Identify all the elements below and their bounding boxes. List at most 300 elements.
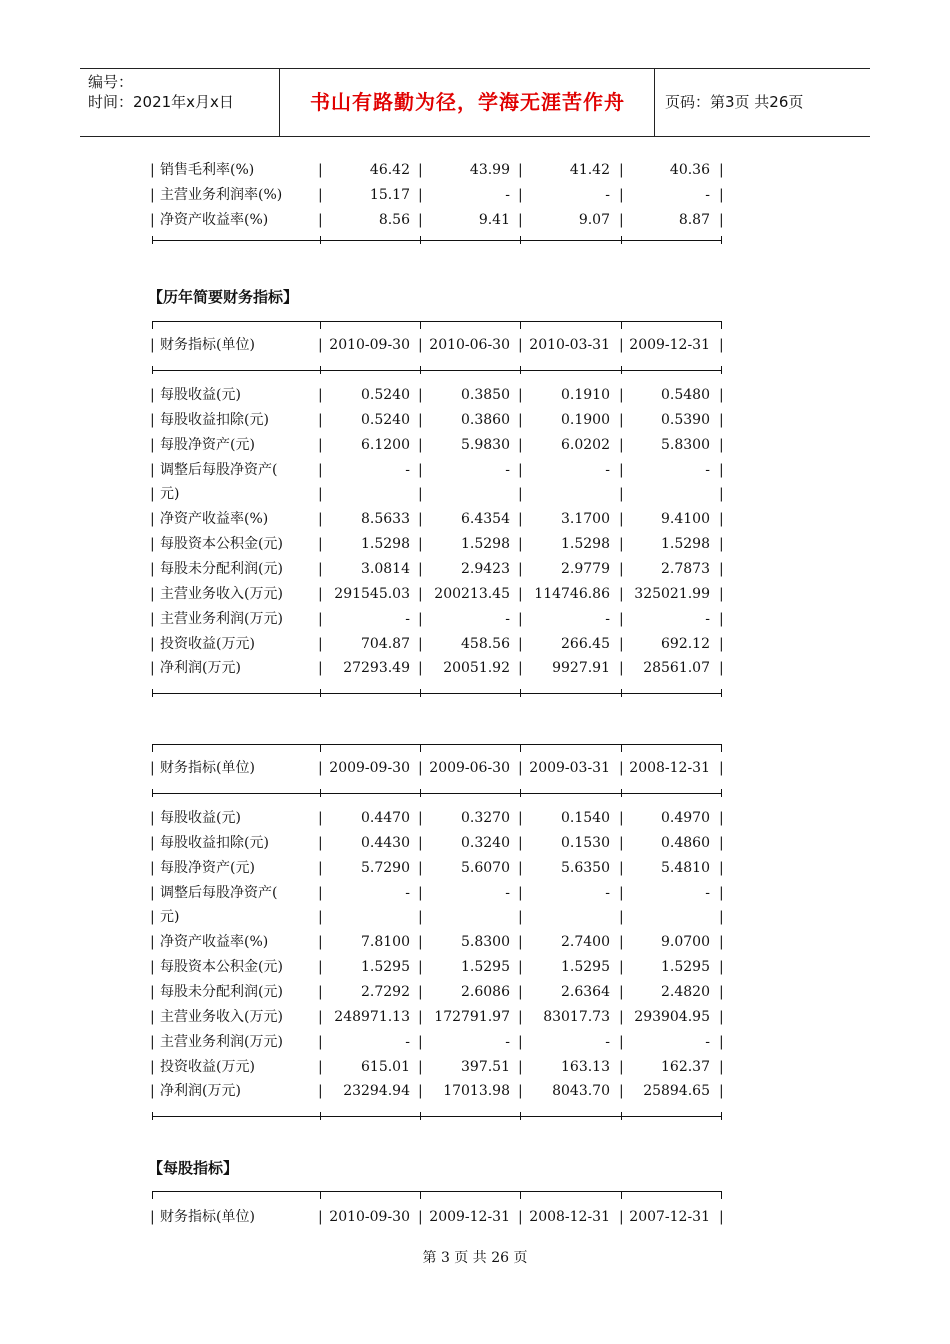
header-cell-indicator: 财务指标(单位)	[160, 760, 255, 776]
column-divider: |	[619, 337, 624, 353]
table-row	[148, 980, 728, 1005]
table-header-row	[148, 756, 728, 781]
value-cell: 27293.49	[343, 660, 410, 677]
table-rule-tick	[152, 1191, 153, 1199]
table-rule-tick	[320, 744, 321, 752]
table-rule-tick	[621, 789, 622, 797]
value-cell: -	[605, 461, 610, 478]
column-divider: |	[619, 810, 624, 826]
column-divider: |	[150, 1083, 155, 1100]
table-row	[148, 806, 728, 831]
value-cell: 0.1540	[561, 810, 610, 826]
value-cell: 0.4860	[661, 834, 710, 851]
column-divider: |	[619, 1033, 624, 1050]
value-cell: 2.7873	[661, 560, 710, 577]
value-cell: 9.41	[478, 212, 510, 228]
column-divider: |	[719, 1033, 724, 1050]
column-divider: |	[719, 486, 724, 503]
column-divider: |	[518, 486, 523, 503]
row-label: 主营业务收入(万元)	[160, 585, 283, 602]
row-label: 每股收益(元)	[160, 810, 241, 826]
column-divider: |	[318, 461, 323, 478]
column-divider: |	[719, 859, 724, 876]
table-row	[148, 632, 728, 657]
row-label: 每股未分配利润(元)	[160, 560, 283, 577]
column-divider: |	[518, 337, 523, 353]
column-divider: |	[150, 760, 155, 776]
value-cell: 41.42	[569, 162, 610, 178]
header-page-number: 页码：第3页 共26页	[665, 93, 804, 111]
header-cell-date: 2010-09-30	[329, 337, 410, 353]
column-divider: |	[418, 187, 423, 203]
value-cell: 1.5295	[561, 959, 610, 976]
table-mid-rule	[152, 370, 722, 371]
column-divider: |	[619, 212, 624, 228]
row-label: 净资产收益率(%)	[160, 212, 269, 228]
column-divider: |	[418, 387, 423, 403]
column-divider: |	[719, 660, 724, 677]
value-cell: 5.8300	[461, 934, 510, 951]
section-title-per-share-indicators: 【每股指标】	[148, 1159, 239, 1177]
column-divider: |	[318, 884, 323, 901]
column-divider: |	[719, 959, 724, 976]
column-divider: |	[719, 1209, 724, 1225]
value-cell: 1.5295	[361, 959, 410, 976]
row-label: 投资收益(万元)	[160, 635, 255, 652]
column-divider: |	[619, 909, 624, 926]
row-label: 每股净资产(元)	[160, 859, 255, 876]
table-rule-tick	[621, 321, 622, 329]
column-divider: |	[518, 810, 523, 826]
row-label: 销售毛利率(%)	[160, 162, 255, 178]
column-divider: |	[318, 1033, 323, 1050]
column-divider: |	[150, 934, 155, 951]
table-rule-tick	[152, 321, 153, 329]
value-cell	[320, 905, 420, 930]
column-divider: |	[318, 411, 323, 428]
header-cell-date: 2010-06-30	[429, 337, 510, 353]
value-cell: 5.7290	[361, 859, 410, 876]
value-cell: 0.5240	[361, 387, 410, 403]
section-title-historical-indicators: 【历年简要财务指标】	[148, 288, 299, 306]
value-cell: 325021.99	[634, 585, 710, 602]
column-divider: |	[719, 461, 724, 478]
column-divider: |	[150, 387, 155, 403]
value-cell: 397.51	[461, 1058, 510, 1075]
column-divider: |	[518, 934, 523, 951]
header-cell-indicator: 财务指标(单位)	[160, 1209, 255, 1225]
column-divider: |	[150, 162, 155, 178]
column-divider: |	[150, 461, 155, 478]
row-label: 元)	[160, 486, 180, 503]
value-cell: -	[405, 610, 410, 627]
column-divider: |	[719, 884, 724, 901]
table-row	[148, 582, 728, 607]
value-cell: 1.5298	[661, 536, 710, 553]
column-divider: |	[150, 959, 155, 976]
value-cell: 2.7400	[561, 934, 610, 951]
value-cell	[420, 905, 520, 930]
table-rule-tick	[320, 236, 321, 244]
value-cell: 5.4810	[661, 859, 710, 876]
value-cell: 6.4354	[461, 511, 510, 528]
value-cell: 0.5390	[661, 411, 710, 428]
column-divider: |	[150, 1209, 155, 1225]
value-cell: 0.3270	[461, 810, 510, 826]
table-rule-tick	[152, 1112, 153, 1120]
value-cell: -	[505, 461, 510, 478]
table-row	[148, 507, 728, 532]
value-cell: -	[705, 461, 710, 478]
row-label: 净利润(万元)	[160, 660, 241, 677]
column-divider: |	[318, 760, 323, 776]
column-divider: |	[418, 635, 423, 652]
row-label: 主营业务利润(万元)	[160, 610, 283, 627]
value-cell: 2.9423	[461, 560, 510, 577]
column-divider: |	[418, 1058, 423, 1075]
value-cell: 2.6086	[461, 983, 510, 1000]
column-divider: |	[418, 810, 423, 826]
column-divider: |	[619, 859, 624, 876]
value-cell	[520, 482, 620, 507]
table-rule-tick	[621, 689, 622, 697]
column-divider: |	[418, 461, 423, 478]
value-cell: 2.7292	[361, 983, 410, 1000]
value-cell: -	[705, 1033, 710, 1050]
table-rule-tick	[152, 689, 153, 697]
column-divider: |	[518, 511, 523, 528]
table-rule-tick	[152, 236, 153, 244]
column-divider: |	[318, 212, 323, 228]
value-cell: 23294.94	[343, 1083, 410, 1100]
value-cell: 5.6350	[561, 859, 610, 876]
column-divider: |	[619, 1008, 624, 1025]
column-divider: |	[318, 511, 323, 528]
row-label: 净利润(万元)	[160, 1083, 241, 1100]
table-row	[148, 1005, 728, 1030]
column-divider: |	[518, 635, 523, 652]
column-divider: |	[318, 934, 323, 951]
table-rule-tick	[152, 744, 153, 752]
column-divider: |	[518, 461, 523, 478]
header-cell-date: 2007-12-31	[629, 1209, 710, 1225]
table-rule-tick	[520, 236, 521, 244]
table-rule-tick	[420, 789, 421, 797]
table-row	[148, 158, 728, 183]
value-cell: 458.56	[461, 635, 510, 652]
value-cell	[620, 905, 720, 930]
column-divider: |	[518, 187, 523, 203]
row-label: 每股收益扣除(元)	[160, 411, 269, 428]
column-divider: |	[418, 884, 423, 901]
table-top-rule	[152, 1191, 722, 1192]
value-cell: 0.1910	[561, 387, 610, 403]
column-divider: |	[418, 983, 423, 1000]
value-cell: -	[505, 884, 510, 901]
row-label: 调整后每股净资产(	[160, 884, 278, 901]
value-cell: 172791.97	[434, 1008, 510, 1025]
value-cell: -	[605, 610, 610, 627]
column-divider: |	[418, 536, 423, 553]
column-divider: |	[619, 959, 624, 976]
table-row	[148, 1030, 728, 1055]
document-number-label: 编号：	[88, 73, 134, 91]
table-rule-tick	[621, 236, 622, 244]
table-rule-tick	[152, 366, 153, 374]
value-cell: 6.1200	[361, 436, 410, 453]
column-divider: |	[619, 187, 624, 203]
value-cell: -	[405, 1033, 410, 1050]
value-cell: -	[505, 610, 510, 627]
header-cell-date: 2009-12-31	[629, 337, 710, 353]
value-cell: -	[605, 884, 610, 901]
column-divider: |	[518, 162, 523, 178]
table-row	[148, 557, 728, 582]
column-divider: |	[150, 1033, 155, 1050]
column-divider: |	[418, 411, 423, 428]
column-divider: |	[150, 486, 155, 503]
value-cell: 25894.65	[643, 1083, 710, 1100]
table-rule-tick	[320, 789, 321, 797]
table-rule-tick	[520, 744, 521, 752]
column-divider: |	[318, 162, 323, 178]
column-divider: |	[150, 884, 155, 901]
column-divider: |	[150, 859, 155, 876]
row-label: 每股收益扣除(元)	[160, 834, 269, 851]
table-row	[148, 930, 728, 955]
value-cell: 248971.13	[334, 1008, 410, 1025]
column-divider: |	[619, 585, 624, 602]
header-motto: 书山有路勤为径，学海无涯苦作舟	[281, 69, 655, 136]
column-divider: |	[619, 1209, 624, 1225]
row-label: 每股资本公积金(元)	[160, 536, 283, 553]
column-divider: |	[318, 337, 323, 353]
column-divider: |	[719, 909, 724, 926]
table-rule-tick	[520, 321, 521, 329]
column-divider: |	[150, 560, 155, 577]
header-cell-date: 2009-12-31	[429, 1209, 510, 1225]
column-divider: |	[619, 536, 624, 553]
column-divider: |	[150, 660, 155, 677]
column-divider: |	[318, 859, 323, 876]
table-rule-tick	[721, 321, 722, 329]
value-cell: 291545.03	[334, 585, 410, 602]
table-rule-tick	[320, 1191, 321, 1199]
table-bottom-rule	[152, 240, 722, 241]
value-cell: 0.4970	[661, 810, 710, 826]
column-divider: |	[619, 1058, 624, 1075]
table-rule-tick	[721, 789, 722, 797]
table-rule-tick	[721, 744, 722, 752]
value-cell: 8.87	[678, 212, 710, 228]
column-divider: |	[318, 187, 323, 203]
column-divider: |	[719, 162, 724, 178]
value-cell: 2.4820	[661, 983, 710, 1000]
column-divider: |	[719, 511, 724, 528]
value-cell: 28561.07	[643, 660, 710, 677]
column-divider: |	[418, 760, 423, 776]
column-divider: |	[418, 660, 423, 677]
column-divider: |	[719, 411, 724, 428]
value-cell: 2.6364	[561, 983, 610, 1000]
column-divider: |	[418, 162, 423, 178]
column-divider: |	[518, 585, 523, 602]
column-divider: |	[719, 610, 724, 627]
row-label: 每股资本公积金(元)	[160, 959, 283, 976]
row-label: 每股未分配利润(元)	[160, 983, 283, 1000]
table-rule-tick	[320, 366, 321, 374]
value-cell: 114746.86	[534, 585, 610, 602]
table-rule-tick	[721, 1112, 722, 1120]
column-divider: |	[150, 909, 155, 926]
value-cell: 293904.95	[634, 1008, 710, 1025]
table-rule-tick	[621, 1191, 622, 1199]
header-cell-date: 2009-03-31	[529, 760, 610, 776]
value-cell: 9.4100	[661, 511, 710, 528]
table-row	[148, 458, 728, 483]
column-divider: |	[719, 760, 724, 776]
column-divider: |	[318, 610, 323, 627]
column-divider: |	[150, 1058, 155, 1075]
header-cell-date: 2009-06-30	[429, 760, 510, 776]
column-divider: |	[150, 436, 155, 453]
column-divider: |	[418, 486, 423, 503]
table-rule-tick	[420, 236, 421, 244]
table-rule-tick	[721, 1191, 722, 1199]
value-cell	[620, 482, 720, 507]
column-divider: |	[719, 810, 724, 826]
table-top-rule	[152, 321, 722, 322]
column-divider: |	[150, 337, 155, 353]
value-cell: 162.37	[661, 1058, 710, 1075]
value-cell: 0.4470	[361, 810, 410, 826]
table-rule-tick	[621, 366, 622, 374]
value-cell: 9927.91	[552, 660, 610, 677]
column-divider: |	[619, 560, 624, 577]
value-cell: 0.3860	[461, 411, 510, 428]
column-divider: |	[619, 884, 624, 901]
column-divider: |	[418, 511, 423, 528]
value-cell: 40.36	[669, 162, 710, 178]
table-row	[148, 881, 728, 906]
column-divider: |	[619, 162, 624, 178]
column-divider: |	[719, 387, 724, 403]
table-rule-tick	[420, 366, 421, 374]
column-divider: |	[619, 486, 624, 503]
value-cell: 163.13	[561, 1058, 610, 1075]
row-label: 元)	[160, 909, 180, 926]
column-divider: |	[318, 560, 323, 577]
table-rule-tick	[152, 789, 153, 797]
column-divider: |	[518, 760, 523, 776]
table-row	[148, 208, 728, 233]
table-rule-tick	[621, 744, 622, 752]
column-divider: |	[318, 1083, 323, 1100]
column-divider: |	[518, 834, 523, 851]
value-cell: 5.8300	[661, 436, 710, 453]
column-divider: |	[619, 511, 624, 528]
table-rule-tick	[520, 789, 521, 797]
column-divider: |	[518, 212, 523, 228]
page-footer: 第 3 页 共 26 页	[422, 1250, 528, 1266]
header-meta	[80, 69, 280, 136]
value-cell	[520, 905, 620, 930]
column-divider: |	[150, 212, 155, 228]
column-divider: |	[719, 983, 724, 1000]
column-divider: |	[318, 834, 323, 851]
table-rule-tick	[721, 236, 722, 244]
column-divider: |	[619, 983, 624, 1000]
column-divider: |	[518, 1008, 523, 1025]
value-cell: -	[405, 461, 410, 478]
value-cell: -	[605, 187, 610, 203]
value-cell: 1.5295	[661, 959, 710, 976]
column-divider: |	[719, 436, 724, 453]
column-divider: |	[418, 909, 423, 926]
column-divider: |	[518, 983, 523, 1000]
column-divider: |	[518, 610, 523, 627]
column-divider: |	[619, 834, 624, 851]
value-cell	[320, 482, 420, 507]
column-divider: |	[518, 1083, 523, 1100]
value-cell: 615.01	[361, 1058, 410, 1075]
column-divider: |	[418, 1209, 423, 1225]
value-cell: 704.87	[361, 635, 410, 652]
row-label: 净资产收益率(%)	[160, 511, 269, 528]
column-divider: |	[518, 1058, 523, 1075]
header-cell-date: 2008-12-31	[629, 760, 710, 776]
column-divider: |	[619, 411, 624, 428]
value-cell: 3.1700	[561, 511, 610, 528]
column-divider: |	[150, 585, 155, 602]
row-label: 每股净资产(元)	[160, 436, 255, 453]
column-divider: |	[150, 187, 155, 203]
column-divider: |	[719, 187, 724, 203]
column-divider: |	[150, 511, 155, 528]
column-divider: |	[719, 536, 724, 553]
table-rule-tick	[621, 1112, 622, 1120]
value-cell: 9.0700	[661, 934, 710, 951]
table-rule-tick	[420, 1191, 421, 1199]
column-divider: |	[318, 635, 323, 652]
column-divider: |	[518, 959, 523, 976]
table-row	[148, 433, 728, 458]
column-divider: |	[619, 760, 624, 776]
value-cell: 0.1900	[561, 411, 610, 428]
table-rule-tick	[420, 689, 421, 697]
column-divider: |	[418, 610, 423, 627]
column-divider: |	[318, 909, 323, 926]
value-cell: 6.0202	[561, 436, 610, 453]
table-row	[148, 183, 728, 208]
column-divider: |	[518, 660, 523, 677]
table-row	[148, 831, 728, 856]
header-cell-date: 2010-09-30	[329, 1209, 410, 1225]
value-cell: -	[605, 1033, 610, 1050]
table-rule-tick	[320, 321, 321, 329]
column-divider: |	[318, 983, 323, 1000]
table-rule-tick	[320, 1112, 321, 1120]
column-divider: |	[619, 461, 624, 478]
value-cell: 1.5295	[461, 959, 510, 976]
value-cell: 0.1530	[561, 834, 610, 851]
column-divider: |	[150, 834, 155, 851]
column-divider: |	[150, 610, 155, 627]
table-row	[148, 532, 728, 557]
column-divider: |	[518, 436, 523, 453]
value-cell: -	[705, 187, 710, 203]
value-cell: 8043.70	[552, 1083, 610, 1100]
